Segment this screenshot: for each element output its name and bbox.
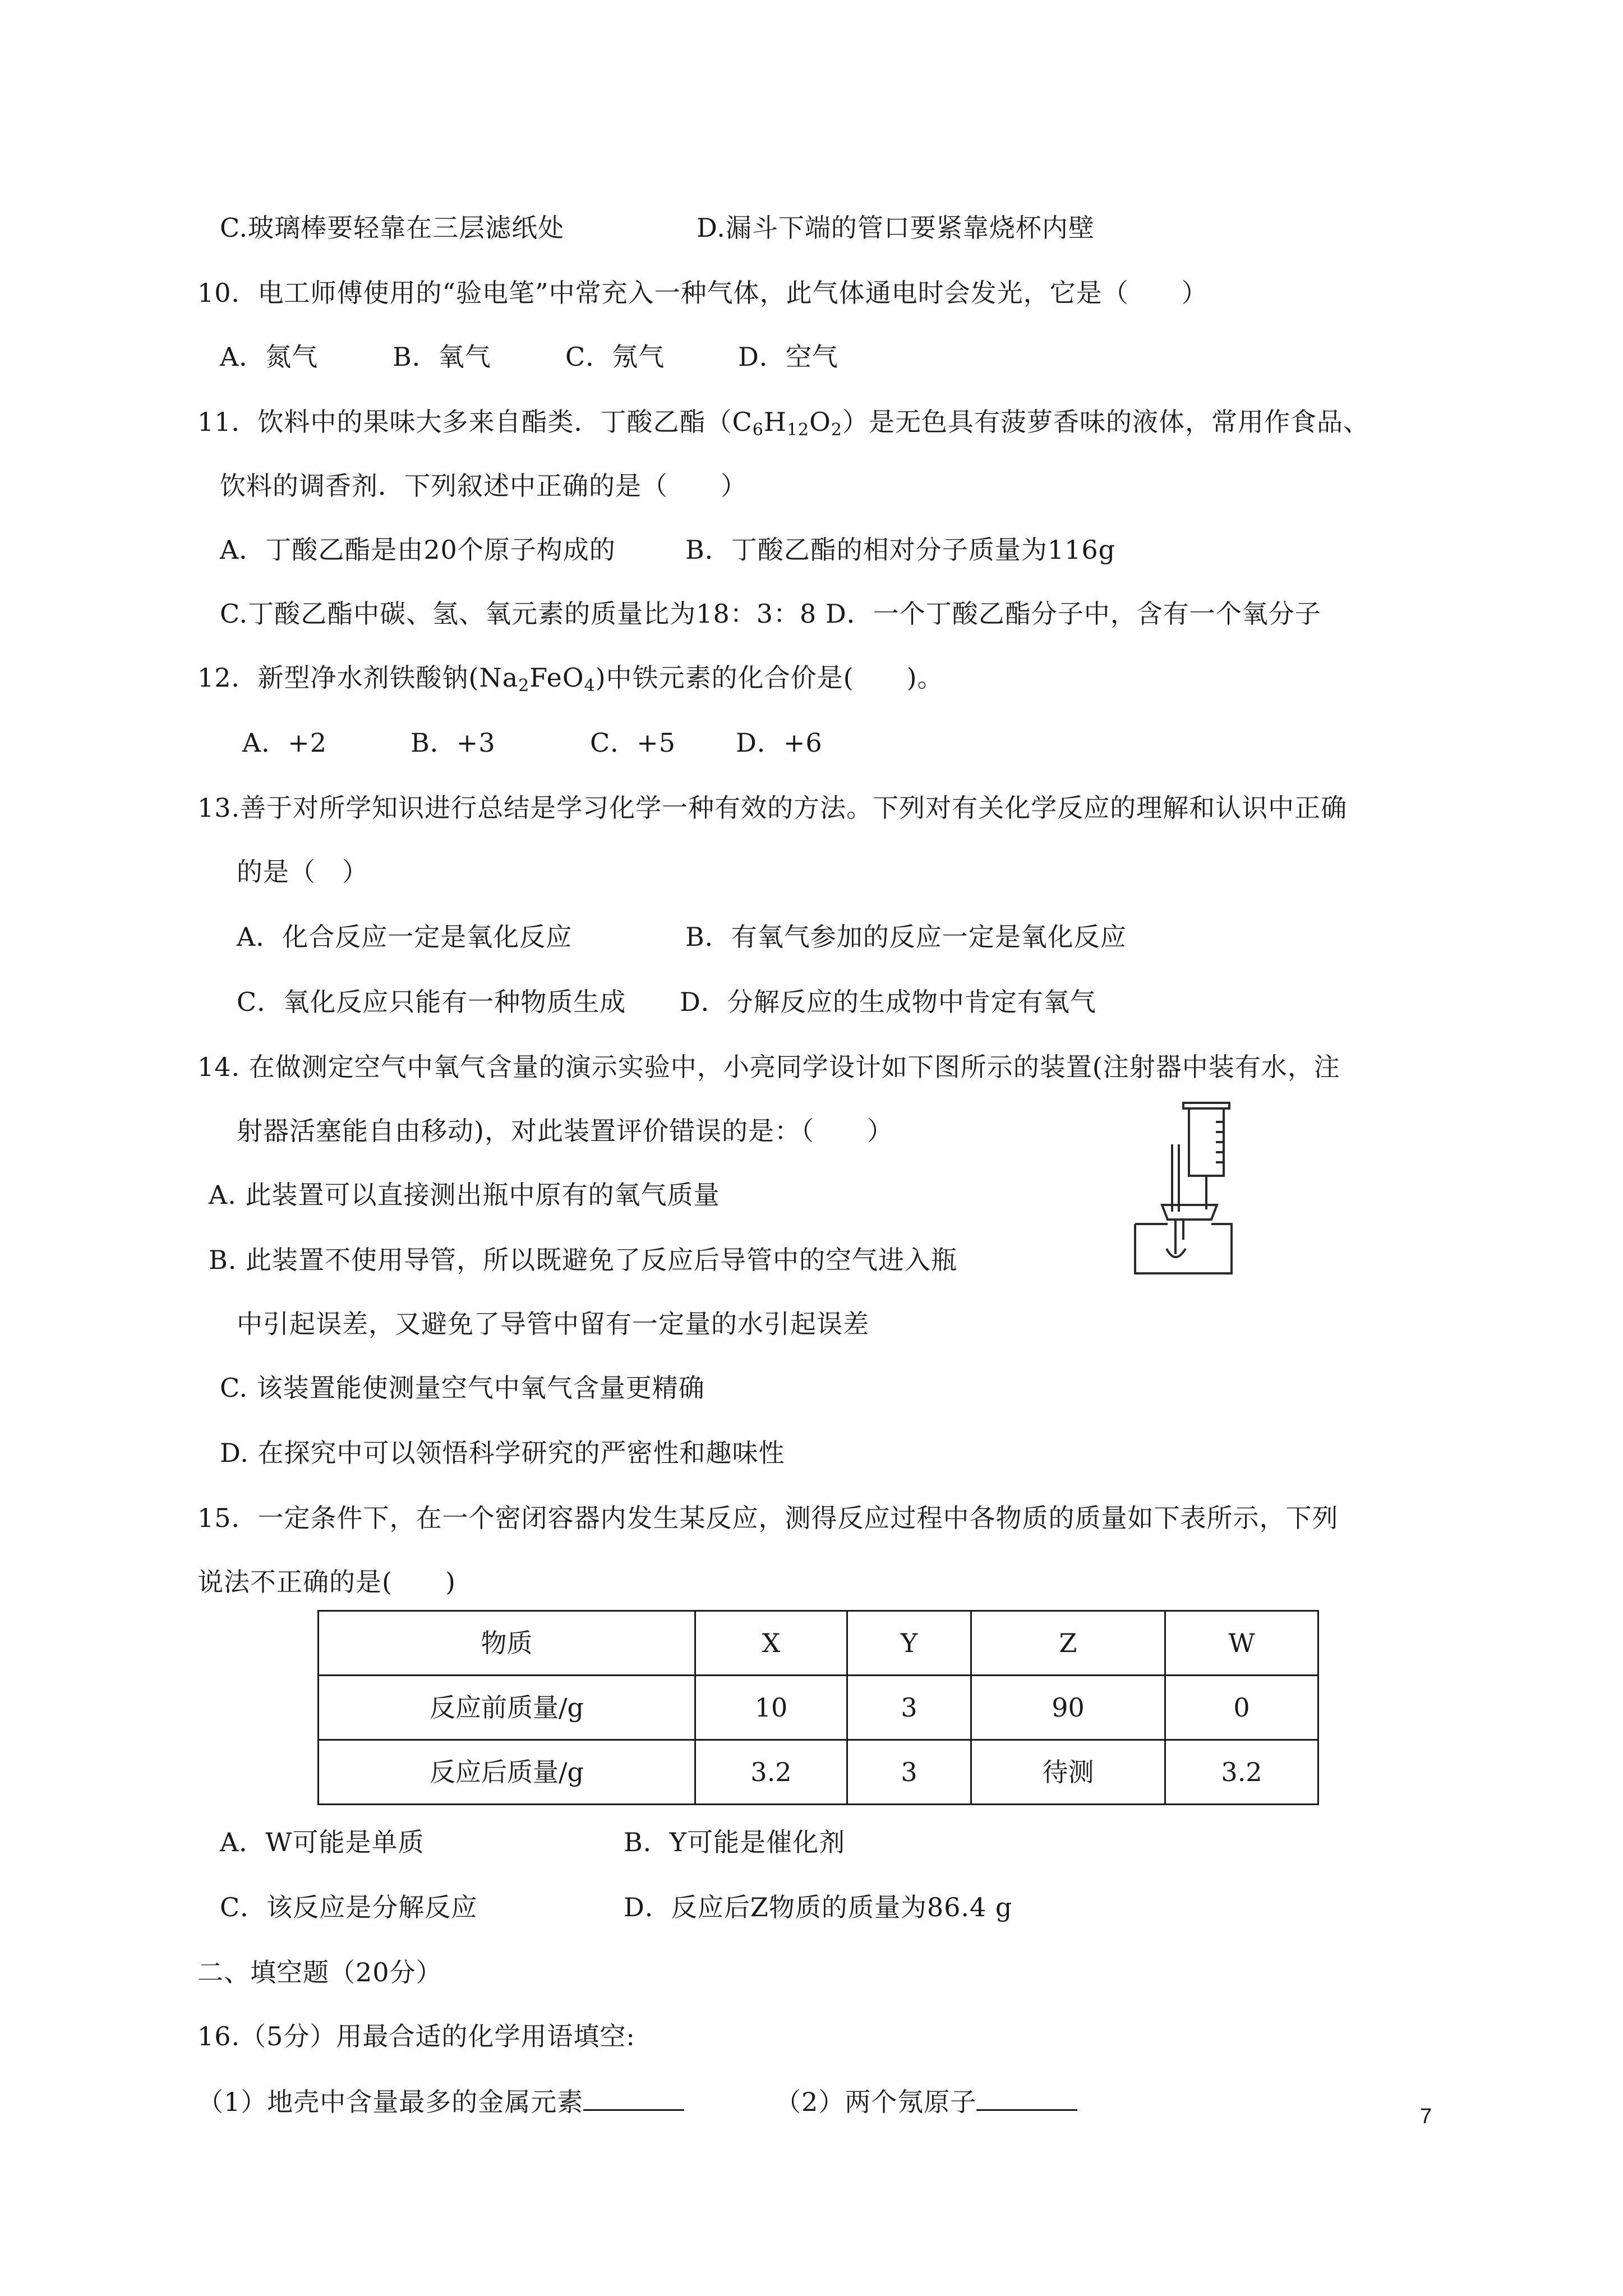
q11-stem-line1: 11．饮料中的果味大多来自酯类．丁酸乙酯$(C_6H_{12}O_2)$是无色具有菠萝香味的液体，常用作食品、 (197, 407, 1370, 440)
table-cell: 3.2 (1165, 1740, 1318, 1805)
q16-part2: （2）两个氖原子 (775, 2085, 1077, 2119)
table-header-cell: 物质 (319, 1611, 695, 1676)
q13-option-c: C．氧化反应只能有一种物质生成 (237, 987, 626, 1017)
table-cell: 待测 (971, 1740, 1165, 1805)
q15-stem-line1: 15．一定条件下，在一个密闭容器内发生某反应，测得反应过程中各物质的质量如下表所示，下列 (197, 1503, 1339, 1533)
q14-option-c: C. 该装置能使测量空气中氧气含量更精确 (220, 1373, 705, 1403)
q12-option-b: B．+3 (411, 728, 496, 758)
table-header-cell: Z (971, 1611, 1165, 1676)
table-cell: 0 (1165, 1676, 1318, 1740)
q9-option-c: C.玻璃棒要轻靠在三层滤纸处 (220, 213, 565, 243)
q15-option-c: C．该反应是分解反应 (220, 1892, 478, 1922)
table-header-cell: W (1165, 1611, 1318, 1676)
q13-option-d: D．分解反应的生成物中肯定有氧气 (680, 987, 1096, 1017)
q14-option-a: A. 此装置可以直接测出瓶中原有的氧气质量 (209, 1180, 720, 1210)
q16-stem: 16.（5分）用最合适的化学用语填空: (197, 2021, 635, 2051)
table-header-cell: X (695, 1611, 847, 1676)
q10-option-a: A．氮气 (220, 342, 319, 372)
q14-stem-line1: 14. 在做测定空气中氧气含量的演示实验中，小亮同学设计如下图所示的装置(注射器中装有水，注 (197, 1052, 1340, 1082)
q10-stem: 10．电工师傅使用的“验电笔”中常充入一种气体，此气体通电时会发光，它是（ ） (197, 278, 1208, 308)
section-title: 二、填空题（20分） (197, 1957, 442, 1987)
q10-option-d: D．空气 (738, 342, 838, 372)
q10-option-c: C．氖气 (565, 342, 665, 372)
answer-blank-1[interactable] (583, 2085, 684, 2111)
q13-stem-line1: 13.善于对所学知识进行总结是学习化学一种有效的方法。下列对有关化学反应的理解和认识中正确 (197, 793, 1348, 823)
q15-option-a: A．W可能是单质 (220, 1827, 425, 1857)
page-number: 7 (1420, 2105, 1432, 2128)
q12-option-d: D．+6 (736, 728, 823, 758)
q12-option-c: C．+5 (590, 728, 676, 758)
q16-part1: （1）地壳中含量最多的金属元素 (197, 2085, 684, 2119)
table-cell: 反应后质量/g (319, 1740, 695, 1805)
apparatus-figure (1127, 1099, 1239, 1279)
q12-stem: 12．新型净水剂铁酸钠$(Na_2FeO_4)$中铁元素的化合价是( )。 (197, 662, 944, 696)
table-cell: 90 (971, 1676, 1165, 1740)
q15-option-b: B．Y可能是催化剂 (624, 1827, 846, 1857)
q14-option-b-line2: 中引起误差，又避免了导管中留有一定量的水引起误差 (237, 1309, 869, 1339)
table-cell: 反应前质量/g (319, 1676, 695, 1740)
table-cell: 3 (847, 1740, 971, 1805)
q12-option-a: A．+2 (242, 728, 328, 758)
q11-option-a: A．丁酸乙酯是由20个原子构成的 (220, 535, 616, 565)
q9-option-d: D.漏斗下端的管口要紧靠烧杯内壁 (697, 213, 1095, 243)
q13-option-b: B．有氧气参加的反应一定是氧化反应 (685, 922, 1127, 952)
q14-option-d: D. 在探究中可以领悟科学研究的严密性和趣味性 (220, 1438, 785, 1468)
q14-option-b-line1: B. 此装置不使用导管，所以既避免了反应后导管中的空气进入瓶 (209, 1245, 958, 1275)
rubber-stopper (1162, 1205, 1217, 1220)
q11-option-cd: C.丁酸乙酯中碳、氢、氧元素的质量比为18：3：8 D．一个丁酸乙酯分子中，含有一个氧分子 (220, 599, 1321, 629)
q14-stem-line2: 射器活塞能自由移动)，对此装置评价错误的是：（ ） (237, 1116, 893, 1146)
table-cell: 3 (847, 1676, 971, 1740)
q11-option-b: B．丁酸乙酯的相对分子质量为116g (685, 535, 1116, 565)
table-header-row (319, 1611, 1318, 1676)
table-cell: 10 (695, 1676, 847, 1740)
table-cell: 3.2 (695, 1740, 847, 1805)
table-row (319, 1676, 1318, 1740)
q15-option-d: D．反应后Z物质的质量为86.4 g (624, 1892, 1013, 1922)
answer-blank-2[interactable] (976, 2085, 1077, 2111)
q15-stem-line2: 说法不正确的是( ) (197, 1567, 456, 1597)
table-header-cell: Y (847, 1611, 971, 1676)
q11-stem-line2: 饮料的调香剂．下列叙述中正确的是（ ） (220, 471, 747, 501)
table-row (319, 1740, 1318, 1805)
q15-mass-table (317, 1610, 1319, 1805)
q13-option-a: A．化合反应一定是氧化反应 (237, 922, 573, 952)
q10-option-b: B．氧气 (393, 342, 491, 372)
q13-stem-line2: 的是（ ） (237, 857, 368, 887)
